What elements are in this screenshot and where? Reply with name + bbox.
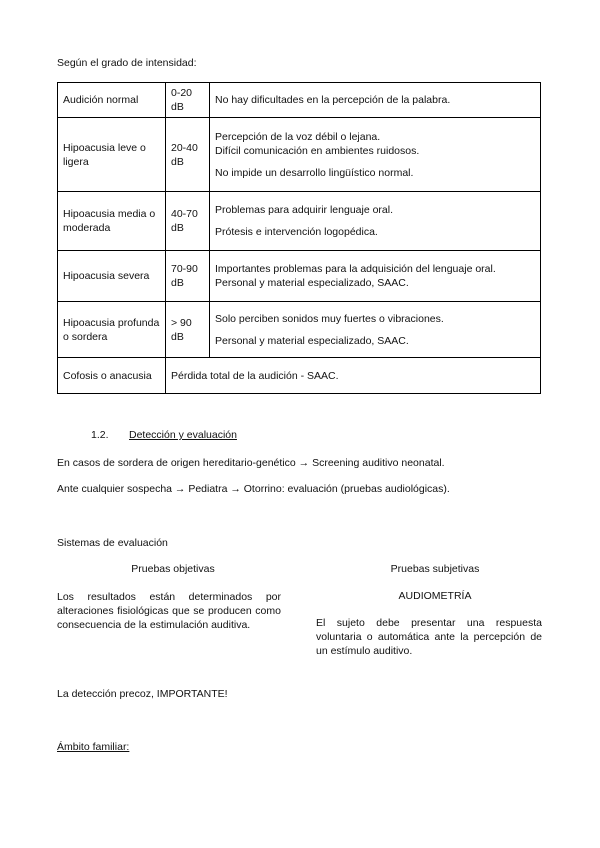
family-scope-heading: Ámbito familiar:	[57, 741, 130, 753]
db-cell: 0-20 dB	[166, 83, 210, 118]
db-cell: 40-70 dB	[166, 192, 210, 251]
paragraph-screening: En casos de sordera de origen hereditario-genético → Screening auditivo neonatal.	[57, 457, 445, 469]
audiometry-label: AUDIOMETRÍA	[398, 590, 472, 602]
db-cell: 20-40 dB	[166, 118, 210, 192]
table-row	[58, 192, 541, 251]
desc-cell: Importantes problemas para la adquisición del lenguaje oral. Personal y material especializado, SAAC.	[210, 251, 541, 302]
desc-cell: Percepción de la voz débil o lejana. Difícil comunicación en ambientes ruidosos. No impide un desarrollo lingüístico normal.	[210, 118, 541, 192]
section-number: 1.2.	[91, 429, 109, 441]
table-row	[58, 83, 541, 118]
table-row	[58, 358, 541, 394]
section-title: Detección y evaluación	[129, 429, 237, 441]
objective-tests-heading: Pruebas objetivas	[131, 563, 215, 575]
early-detection-note: La detección precoz, IMPORTANTE!	[57, 688, 228, 700]
grade-cell: Hipoacusia profunda o sordera	[58, 302, 166, 358]
grade-cell: Hipoacusia media o moderada	[58, 192, 166, 251]
hearing-loss-table	[57, 82, 541, 394]
paragraph-sospecha: Ante cualquier sospecha → Pediatra → Otorrino: evaluación (pruebas audiológicas).	[57, 483, 450, 495]
intro-text: Según el grado de intensidad:	[57, 57, 197, 69]
db-cell: 70-90 dB	[166, 251, 210, 302]
subjective-tests-heading: Pruebas subjetivas	[390, 563, 480, 575]
table-row	[58, 118, 541, 192]
grade-cell: Audición normal	[58, 83, 166, 118]
subjective-tests-text: El sujeto debe presentar una respuesta voluntaria o automática ante la percepción de un estímulo auditivo.	[316, 617, 542, 657]
desc-cell: No hay dificultades en la percepción de la palabra.	[210, 83, 541, 118]
table-row	[58, 302, 541, 358]
sistemas-heading: Sistemas de evaluación	[57, 537, 168, 549]
grade-cell: Hipoacusia leve o ligera	[58, 118, 166, 192]
desc-cell: Problemas para adquirir lenguaje oral. Prótesis e intervención logopédica.	[210, 192, 541, 251]
db-cell: > 90 dB	[166, 302, 210, 358]
table-row	[58, 251, 541, 302]
objective-tests-text: Los resultados están determinados por alteraciones fisiológicas que se producen como consecuencia de la estimulación auditiva.	[57, 591, 281, 631]
grade-cell: Cofosis o anacusia	[58, 358, 166, 394]
grade-cell: Hipoacusia severa	[58, 251, 166, 302]
desc-cell: Pérdida total de la audición - SAAC.	[166, 358, 541, 394]
desc-cell: Solo perciben sonidos muy fuertes o vibraciones. Personal y material especializado, SAAC.	[210, 302, 541, 358]
